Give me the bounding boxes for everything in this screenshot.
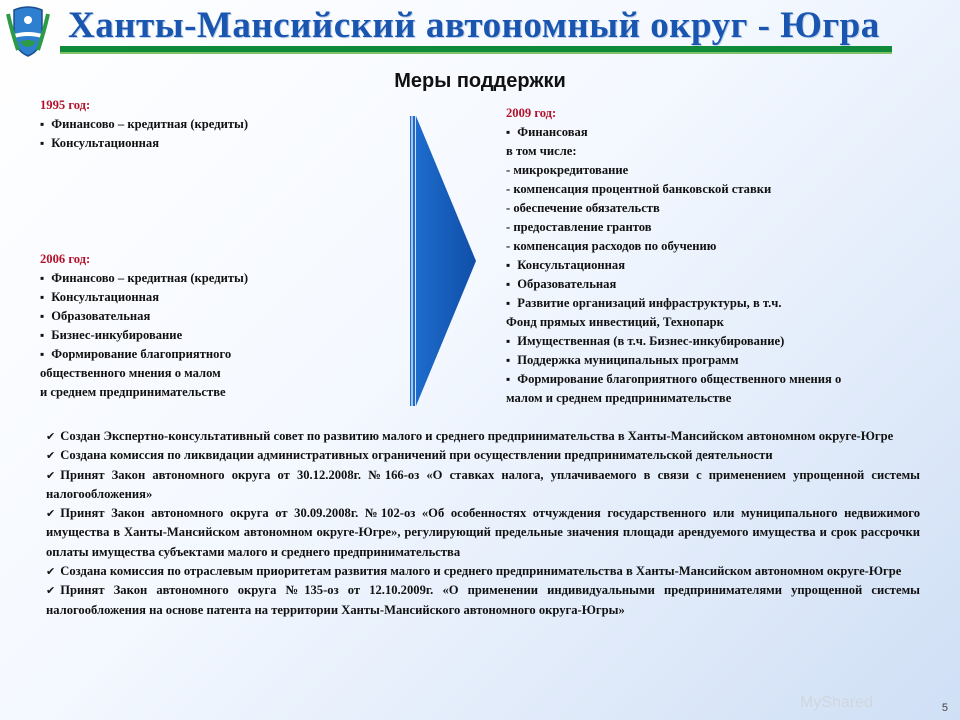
- checkmark-icon: ✔: [46, 468, 56, 482]
- list-item: ▪ Финансово – кредитная (кредиты): [40, 115, 380, 134]
- year-label: 1995 год:: [40, 98, 91, 112]
- checkmark-icon: ✔: [46, 565, 56, 579]
- checkmark-icon: ✔: [46, 449, 56, 463]
- header: [0, 0, 960, 58]
- list-item: ▪ Формирование благоприятного общественного мнения о: [506, 370, 946, 389]
- check-item: [46, 427, 920, 446]
- list-continuation: и среднем предпринимательстве: [40, 385, 226, 399]
- block-1995: [40, 96, 380, 153]
- year-label: 2006 год:: [40, 252, 91, 266]
- arrow-right-icon: [410, 116, 476, 406]
- year-label: 2009 год:: [506, 106, 557, 120]
- list-continuation: общественного мнения о малом: [40, 366, 221, 380]
- list-item: - микрокредитование: [506, 163, 629, 177]
- title-underline: [60, 46, 892, 54]
- check-item-text: Создан Экспертно-консультативный совет по развитию малого и среднего предпринимательства в Ханты-Мансийском автономном округе-Югре: [60, 429, 894, 443]
- coat-of-arms-icon: [6, 4, 50, 58]
- list-item: в том числе:: [506, 144, 577, 158]
- checkmark-icon: ✔: [46, 584, 56, 598]
- check-item-text: Принят Закон автономного округа №135-оз от 12.10.2009г. «О применении индивидуальными предпринимателями упрощенной системы налогообложения на основе патента на территории Ханты-Мансийского автономного округа-Югры»: [46, 583, 920, 617]
- check-item: [46, 466, 920, 505]
- list-item: ▪ Образовательная: [40, 307, 380, 326]
- block-2006: [40, 250, 380, 402]
- list-item: - предоставление грантов: [506, 220, 652, 234]
- check-item-text: Создана комиссия по отраслевым приоритетам развития малого и среднего предпринимательства в Ханты-Мансийском автономном округе-Югре: [60, 564, 902, 579]
- list-item: ▪ Имущественная (в т.ч. Бизнес-инкубирование): [506, 332, 946, 351]
- check-item: [46, 504, 920, 562]
- list-item: ▪ Финансово – кредитная (кредиты): [40, 269, 380, 288]
- list-item: ▪ Финансовая: [506, 123, 946, 142]
- check-item-text: Создана комиссия по ликвидации административных ограничений при осуществлении предпринимательской деятельности: [60, 448, 773, 463]
- list-item: ▪ Консультационная: [506, 256, 946, 275]
- check-item: [46, 562, 920, 581]
- achievements-list: [46, 427, 920, 620]
- checkmark-icon: ✔: [46, 430, 56, 443]
- list-item: - обеспечение обязательств: [506, 201, 660, 215]
- check-item-text: Принят Закон автономного округа от 30.12.2008г. №166-оз «О ставках налога, уплачиваемого в связи с применением упрощенной системы налогообложения»: [46, 467, 920, 501]
- page-number: 5: [941, 702, 948, 714]
- list-item: малом и среднем предпринимательстве: [506, 391, 732, 405]
- watermark: MyShared: [800, 694, 873, 711]
- checkmark-icon: ✔: [46, 507, 56, 521]
- list-item: ▪ Консультационная: [40, 134, 380, 153]
- list-item: - компенсация расходов по обучению: [506, 239, 717, 253]
- page-title: Ханты-Мансийский автономный округ - Югра: [68, 5, 880, 46]
- list-item: ▪ Формирование благоприятного: [40, 345, 380, 364]
- check-item-text: Принят Закон автономного округа от 30.09.2008г. №102-оз «Об особенностях отчуждения государственного или муниципального недвижимого имущества в Ханты-Мансийском автономном округе-Югре», регулирующий предельные значения площади арендуемого имущества и срок рассрочки оплаты имущества субъектами малого и среднего предпринимательства: [46, 506, 920, 559]
- list-item: ▪ Поддержка муниципальных программ: [506, 351, 946, 370]
- list-item: Фонд прямых инвестиций, Технопарк: [506, 315, 724, 329]
- list-item: ▪ Развитие организаций инфраструктуры, в т.ч.: [506, 294, 946, 313]
- list-item: ▪ Бизнес-инкубирование: [40, 326, 380, 345]
- block-2009: [506, 104, 946, 408]
- list-item: - компенсация процентной банковской ставки: [506, 182, 772, 196]
- section-title: Меры поддержки: [394, 70, 566, 92]
- check-item: [46, 581, 920, 620]
- list-item: ▪ Образовательная: [506, 275, 946, 294]
- check-item: [46, 446, 920, 465]
- list-item: ▪ Консультационная: [40, 288, 380, 307]
